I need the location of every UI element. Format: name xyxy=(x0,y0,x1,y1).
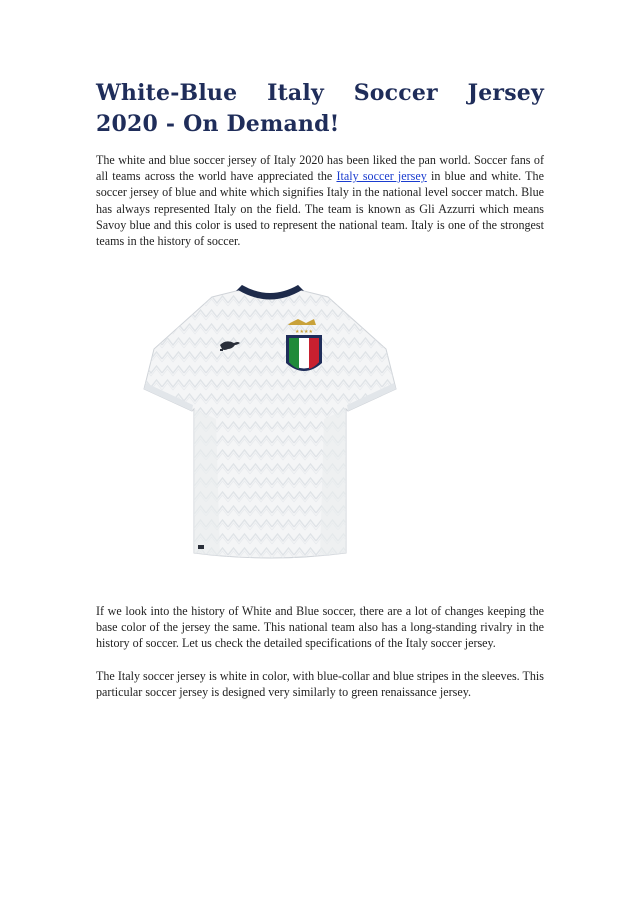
article-title: White-Blue Italy Soccer Jersey 2020 - On Demand! xyxy=(96,80,544,137)
article-body xyxy=(96,78,544,249)
paragraph-history: If we look into the history of White and Blue soccer, there are a lot of changes keeping the base color of the jersey the same. This national team also has a long-standing rivalry in the history of soccer. Let us check the detailed specifications of the Italy soccer jersey. xyxy=(96,604,544,651)
jersey-icon xyxy=(140,279,400,561)
paragraph-intro-start: The white and blue soccer jersey of Italy 2020 has been liked the pan world. Soccer fans of all teams across the world have appreciated the xyxy=(96,153,544,184)
paragraph-specs: The Italy soccer jersey is white in color, with blue-collar and blue stripes in the sleeves. This particular soccer jersey is designed very similarly to green renaissance jersey. xyxy=(96,669,544,700)
paragraph-intro xyxy=(96,152,544,249)
italy-soccer-jersey-link[interactable]: Italy soccer jersey xyxy=(336,169,427,184)
jersey-image xyxy=(140,279,400,561)
paragraph-intro-end: in blue and white. The soccer jersey of blue and white which signifies Italy in the national level soccer match. Blue has always represented Italy on the field. The team is known as Gli Azzurri which means Savoy blue and this color is used to represent the national team. Italy is one of the strongest teams in the history of soccer. xyxy=(96,169,544,249)
svg-text:★★★★: ★★★★ xyxy=(295,329,313,335)
